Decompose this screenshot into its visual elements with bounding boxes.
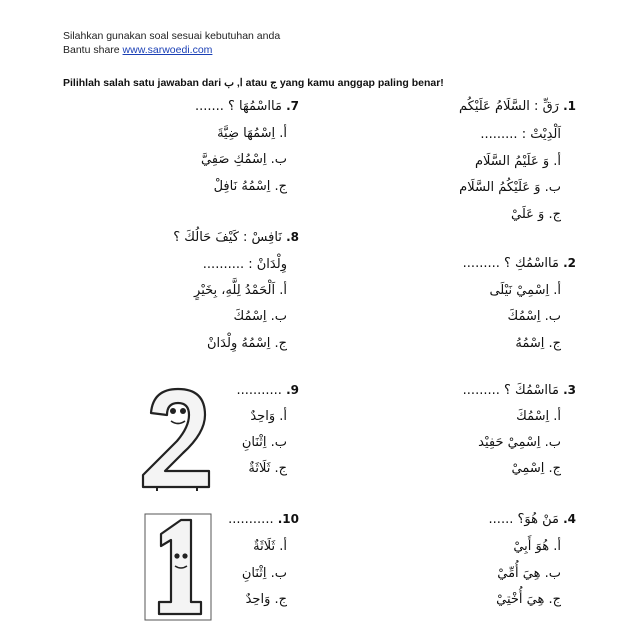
question-7: 7. مَااسْمُهَا ؟ ....... (194, 99, 299, 114)
question-1-line2: اَلْدِيْتْ : ......... (480, 127, 561, 142)
q4-option-c[interactable]: ج. هِيَ أُخْتِيْ (496, 592, 561, 607)
q10-option-a[interactable]: أ. ثَلَاثَةٌ (253, 539, 287, 554)
q1-option-b[interactable]: ب. وَ عَلَيْكُمُ السَّلَام (459, 180, 561, 195)
question-8: 8. نَافِسْ : كَيْفَ حَالُكَ ؟ (173, 230, 299, 245)
q1-option-a[interactable]: أ. وَ عَلَيْمُ السَّلَام (474, 154, 561, 169)
q2-option-a[interactable]: أ. اِسْمِيْ نَيْلَى (489, 283, 561, 298)
q2-option-c[interactable]: ج. اِسْمُهُ (515, 336, 561, 351)
question-3: 3. مَااسْمُكَ ؟ ......... (462, 383, 576, 398)
q3-option-c[interactable]: ج. اِسْمِيْ (511, 461, 561, 476)
q8-option-b[interactable]: ب. اِسْمُكَ (233, 309, 287, 324)
q1-option-c[interactable]: ج. وَ عَلَيْ (511, 207, 561, 222)
q9-option-a[interactable]: أ. وَاحِدٌ (250, 409, 287, 424)
question-9: 9. ........... (236, 383, 299, 398)
q7-option-c[interactable]: ج. اِسْمُهُ نَافِلْ (213, 179, 287, 194)
q3-option-b[interactable]: ب. اِسْمِيْ حَفِيْد (478, 435, 561, 450)
question-2: 2. مَااسْمُكِ ؟ ......... (462, 256, 576, 271)
q9-option-b[interactable]: ب. اِثْنَانِ (241, 435, 287, 450)
q8-option-a[interactable]: أ. اَلْحَمْدُ لِلَّهِ، بِخَيْرٍ (194, 283, 287, 298)
question-1: 1. رَقِّ : السَّلَامُ عَلَيْكُم (459, 99, 576, 114)
question-10: 10. ........... (228, 512, 299, 527)
share-prefix: Bantu share (63, 44, 123, 56)
q10-option-b[interactable]: ب. اِثْنَانِ (241, 566, 287, 581)
q4-option-a[interactable]: أ. هُوَ أَبِيْ (513, 539, 561, 554)
number-one-illustration (143, 512, 213, 622)
q10-option-c[interactable]: ج. وَاحِدٌ (245, 592, 287, 607)
q9-option-c[interactable]: ج. ثَلَاثَةٌ (248, 461, 287, 476)
share-line (63, 44, 212, 56)
question-8-line2: وِلْدَانْ : .......... (202, 257, 287, 272)
q3-option-a[interactable]: أ. اِسْمُكَ (516, 409, 561, 424)
number-two-illustration (133, 383, 223, 493)
q4-option-b[interactable]: ب. هِيَ أُمِّيْ (497, 566, 561, 581)
q7-option-a[interactable]: أ. اِسْمُهَا ضِيَّةَ (217, 126, 287, 141)
q7-option-b[interactable]: ب. اِسْمُكِ صَفِيَّ (200, 152, 287, 167)
instruction: Pilihlah salah satu jawaban dari ا, ب atau ج yang kamu anggap paling benar! (63, 77, 444, 89)
question-4: 4. مَنْ هُوَ؟ ...... (488, 512, 576, 527)
q8-option-c[interactable]: ج. اِسْمُهُ وِلْدَانْ (207, 336, 287, 351)
header-note: Silahkan gunakan soal sesuai kebutuhan anda (63, 30, 281, 42)
website-link[interactable]: www.sarwoedi.com (122, 44, 213, 56)
q2-option-b[interactable]: ب. اِسْمُكَ (507, 309, 561, 324)
